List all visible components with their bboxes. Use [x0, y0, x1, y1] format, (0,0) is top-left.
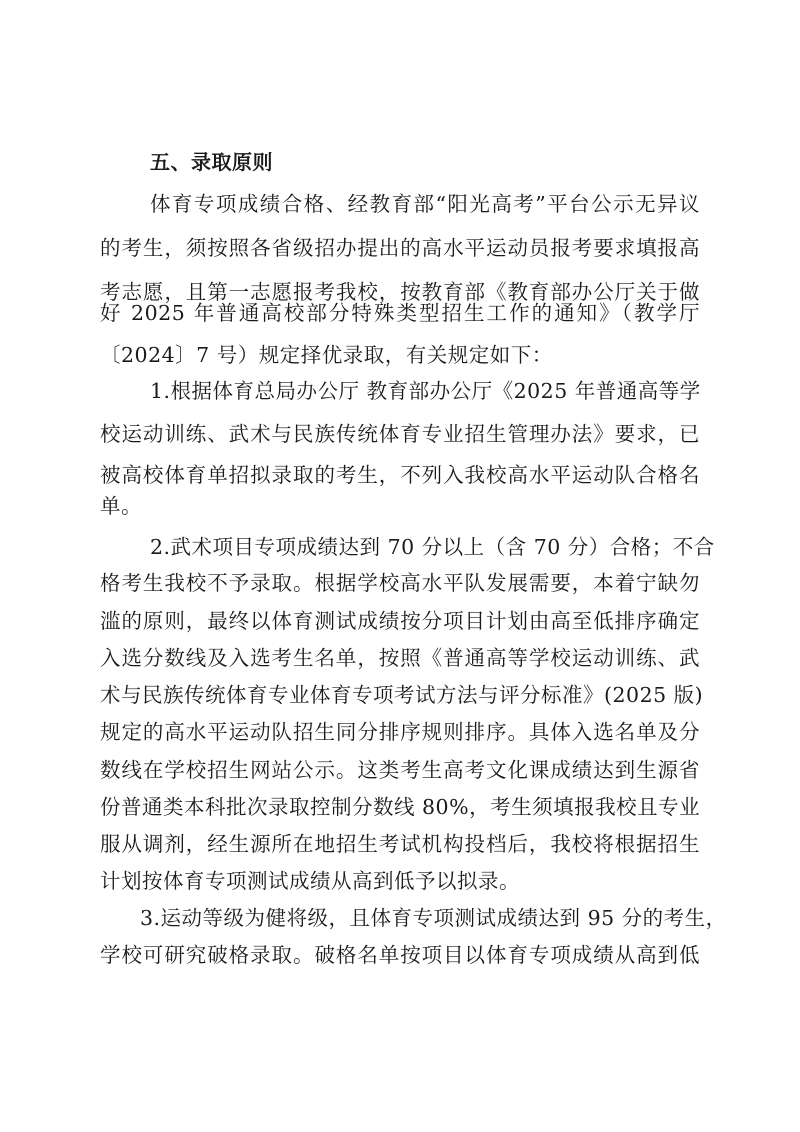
paragraph-line: 术与民族传统体育专业体育专项考试方法与评分标准》(2025 版): [100, 683, 704, 707]
paragraph-line: 数线在学校招生网站公示。这类考生高考文化课成绩达到生源省: [100, 758, 700, 782]
paragraph-line: 3.运动等级为健将级，且体育专项测试成绩达到 95 分的考生，: [140, 906, 727, 930]
paragraph-line: 2.武术项目专项成绩达到 70 分以上（含 70 分）合格；不合: [150, 535, 715, 559]
paragraph-line: 的考生，须按照各省级招办提出的高水平运动员报考要求填报高: [100, 236, 700, 260]
paragraph-line: 考志愿，且第一志愿报考我校，按教育部《教育部办公厅关于做: [100, 280, 700, 304]
paragraph-line: 校运动训练、武术与民族传统体育专业招生管理办法》要求，已: [100, 422, 700, 446]
paragraph-line: 服从调剂，经生源所在地招生考试机构投档后，我校将根据招生: [100, 832, 700, 856]
paragraph-line: 学校可研究破格录取。破格名单按项目以体育专项成绩从高到低: [100, 943, 700, 967]
paragraph-line: 被高校体育单招拟录取的考生，不列入我校高水平运动队合格名: [100, 463, 700, 487]
paragraph-line: 〔2024〕7 号）规定择优录取，有关规定如下：: [100, 343, 553, 367]
paragraph-line: 单。: [100, 494, 142, 518]
paragraph-line: 格考生我校不予录取。根据学校高水平队发展需要，本着宁缺勿: [100, 571, 700, 595]
section-heading: 五、录取原则: [150, 150, 273, 174]
paragraph-line: 计划按体育专项测试成绩从高到低予以拟录。: [100, 869, 520, 893]
paragraph-line: 规定的高水平运动队招生同分排序规则排序。具体入选名单及分: [100, 720, 700, 744]
paragraph-line: 好 2025 年普通高校部分特殊类型招生工作的通知》（教学厅: [100, 301, 700, 325]
paragraph-line: 滥的原则，最终以体育测试成绩按分项目计划由高至低排序确定: [100, 609, 700, 633]
paragraph-line: 入选分数线及入选考生名单，按照《普通高等学校运动训练、武: [100, 646, 700, 670]
paragraph-line: 体育专项成绩合格、经教育部“阳光高考”平台公示无异议: [150, 192, 700, 216]
paragraph-line: 1.根据体育总局办公厅 教育部办公厅《2025 年普通高等学: [150, 379, 701, 403]
paragraph-line: 份普通类本科批次录取控制分数线 80%，考生须填报我校且专业: [100, 795, 701, 819]
